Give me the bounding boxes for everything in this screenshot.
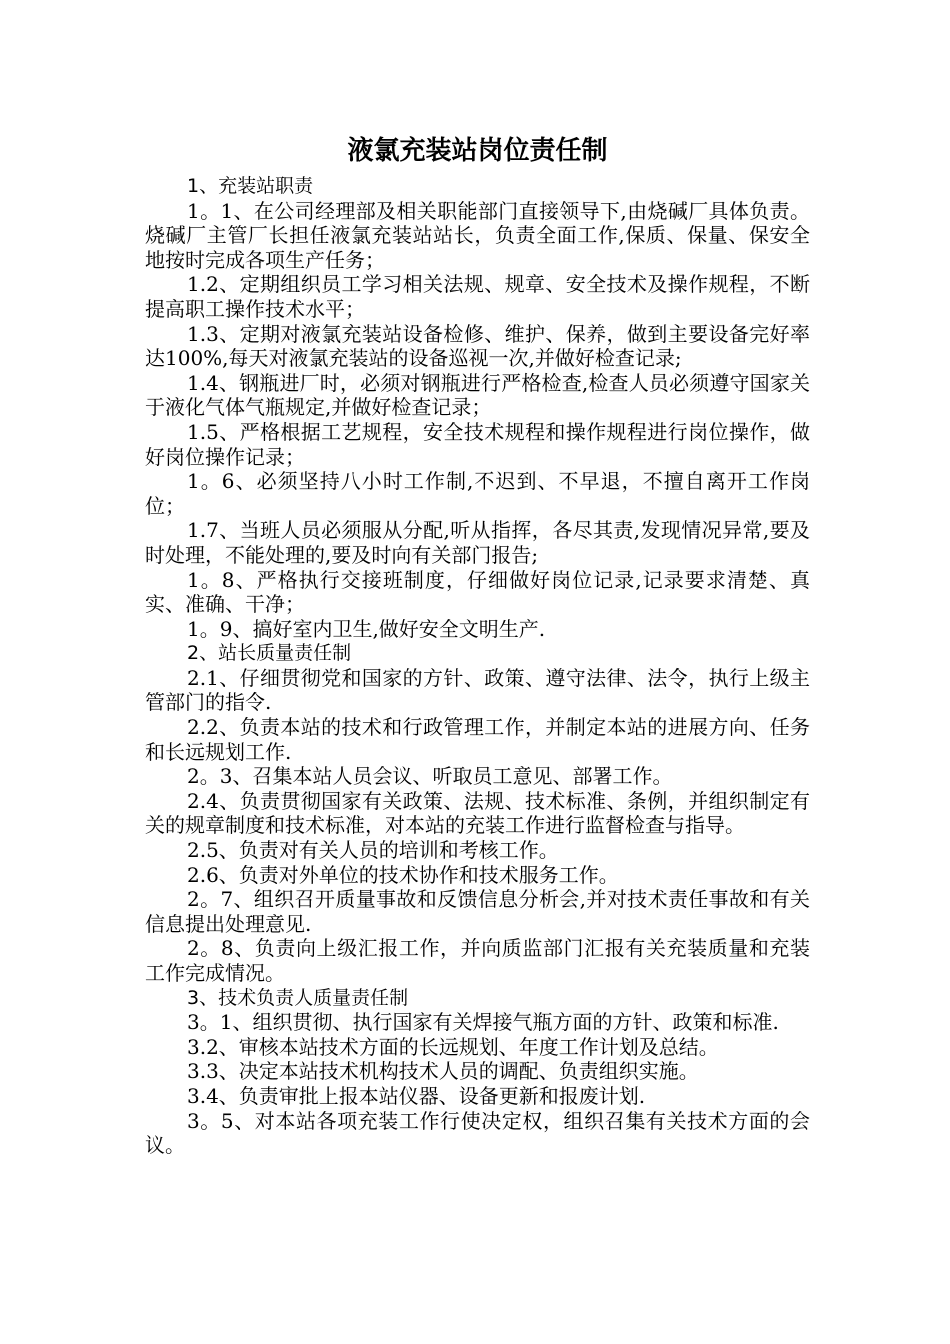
section-heading: 1、充装站职责: [187, 175, 314, 197]
clause: 3。5、对本站各项充装工作行使决定权，组织召集有关技术方面的会议。: [145, 1108, 810, 1158]
clause: 3.3、决定本站技术机构技术人员的调配、负责组织实施。: [187, 1059, 699, 1084]
clause: 2.5、负责对有关人员的培训和考核工作。: [187, 838, 559, 863]
section-heading: 2、站长质量责任制: [187, 642, 352, 665]
clause: 2.1、仔细贯彻党和国家的方针、政策、遵守法律、法令，执行上级主管部门的指令.: [145, 665, 810, 715]
clause: 3.4、负责审批上报本站仪器、设备更新和报废计划.: [187, 1083, 646, 1108]
section-2: [145, 641, 810, 985]
clause: 3.2、审核本站技术方面的长远规划、年度工作计划及总结。: [187, 1034, 719, 1059]
clause: 1.4、钢瓶进厂时，必须对钢瓶进行严格检查,检查人员必须遵守国家关于液化气体气瓶规定,并做好检查记录；: [145, 370, 810, 420]
clause: 1.5、严格根据工艺规程，安全技术规程和操作规程进行岗位操作，做好岗位操作记录；: [145, 419, 810, 469]
document-page: [145, 132, 810, 1158]
clause: 2。3、召集本站人员会议、听取员工意见、部署工作。: [187, 764, 673, 789]
clause: 2.2、负责本站的技术和行政管理工作，并制定本站的进展方向、任务和长远规划工作.: [145, 715, 810, 764]
clause: 1。1、在公司经理部及相关职能部门直接领导下,由烧碱厂具体负责。烧碱厂主管厂长担任液氯充装站站长，负责全面工作,保质、保量、保安全地按时完成各项生产任务；: [145, 198, 810, 272]
clause: 2.4、负责贯彻国家有关政策、法规、技术标准、条例，并组织制定有关的规章制度和技术标准，对本站的充装工作进行监督检查与指导。: [145, 788, 810, 838]
section-1: [145, 174, 810, 641]
document-title: 液氯充装站岗位责任制: [347, 136, 608, 166]
clause: 2.6、负责对外单位的技术协作和技术服务工作。: [187, 862, 619, 887]
clause: 2。7、组织召开质量事故和反馈信息分析会,并对技术责任事故和有关信息提出处理意见.: [145, 887, 810, 936]
section-3: [145, 986, 810, 1158]
clause: 1.7、当班人员必须服从分配,听从指挥，各尽其责,发现情况异常,要及时处理，不能处理的,要及时向有关部门报告;: [145, 518, 810, 567]
clause: 1。9、搞好室内卫生,做好安全文明生产.: [187, 616, 546, 641]
clause: 1.2、定期组织员工学习相关法规、规章、安全技术及操作规程，不断提高职工操作技术水平；: [145, 272, 810, 321]
clause: 1。6、必须坚持八小时工作制,不迟到、不早退，不擅自离开工作岗位；: [145, 469, 810, 518]
clause: 2。8、负责向上级汇报工作，并向质监部门汇报有关充装质量和充装工作完成情况。: [145, 936, 810, 985]
clause: 1.3、定期对液氯充装站设备检修、维护、保养，做到主要设备完好率达100%,每天对液氯充装站的设备巡视一次,并做好检查记录;: [145, 321, 810, 371]
section-heading: 3、技术负责人质量责任制: [187, 986, 409, 1009]
clause: 3。1、组织贯彻、执行国家有关焊接气瓶方面的方针、政策和标准.: [187, 1010, 779, 1035]
clause: 1。8、严格执行交接班制度，仔细做好岗位记录,记录要求清楚、真实、准确、干净；: [145, 567, 810, 617]
